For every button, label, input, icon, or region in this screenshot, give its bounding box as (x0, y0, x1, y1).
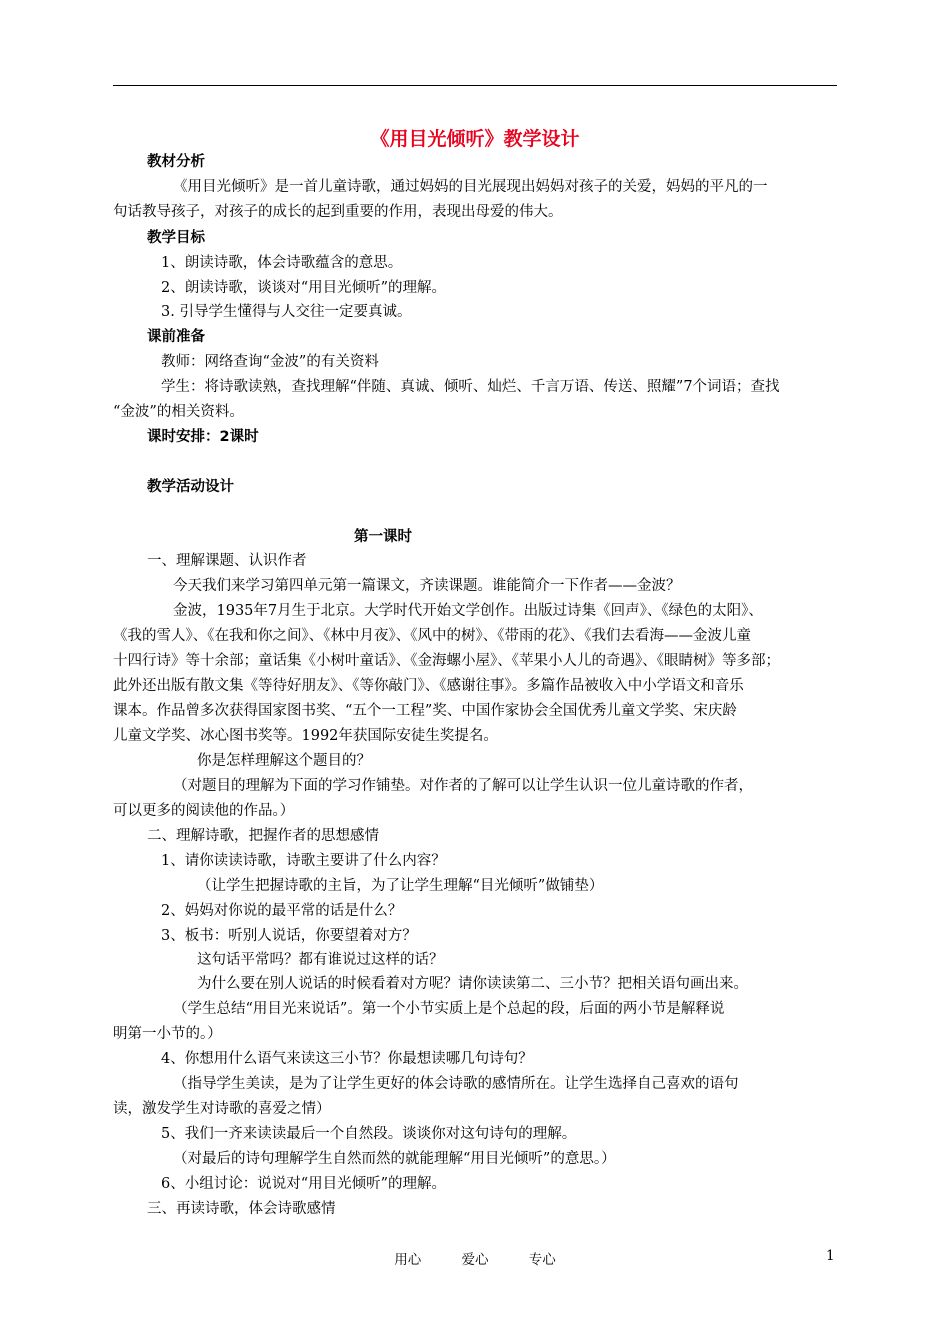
body-line: 4、你想用什么语气来读这三小节？你最想读哪几句诗句？ (161, 1051, 533, 1067)
body-line: 学生：将诗歌读熟，查找理解“伴随、真诚、倾听、灿烂、千言万语、传送、照耀”7个词语；查找 (161, 379, 780, 395)
footer-item: 用心 (394, 1252, 422, 1268)
body-line: （对最后的诗句理解学生自然而然的就能理解“用目光倾听”的意思。） (173, 1151, 616, 1167)
body-line: 3. 引导学生懂得与人交往一定要真诚。 (161, 304, 412, 320)
section-heading: 教材分析 (147, 154, 205, 170)
section-heading: 教学活动设计 (147, 479, 234, 495)
body-line: 2、朗读诗歌，谈谈对“用目光倾听”的理解。 (161, 280, 447, 296)
body-line: 1、请你读读诗歌，诗歌主要讲了什么内容？ (161, 853, 446, 869)
body-line: 《我的雪人》、《在我和你之间》、《林中月夜》、《风中的树》、《带雨的花》、《我们去看海——金波儿童 (113, 628, 751, 644)
body-line: “金波”的相关资料。 (113, 404, 244, 420)
footer-item: 专心 (528, 1252, 556, 1268)
body-line: 6、小组讨论：说说对“用目光倾听”的理解。 (161, 1176, 447, 1192)
body-line: 儿童文学奖、冰心图书奖等。1992年获国际安徒生奖提名。 (113, 728, 498, 744)
body-line: 5、我们一齐来读读最后一个自然段。谈谈你对这句诗句的理解。 (161, 1126, 577, 1142)
body-line: （学生总结“用目光来说话”。第一个小节实质上是个总起的段，后面的两小节是解释说 (173, 1001, 725, 1017)
body-line: 明第一小节的。） (113, 1026, 222, 1042)
body-line: 课本。作品曾多次获得国家图书奖、“五个一工程”奖、中国作家协会全国优秀儿童文学奖、宋庆龄 (113, 703, 737, 719)
body-line: 3、板书：听别人说话，你要望着对方？ (161, 928, 417, 944)
body-line: 此外还出版有散文集《等待好朋友》、《等你敲门》、《感谢往事》。多篇作品被收入中小学语文和音乐 (113, 678, 744, 694)
page-footer (0, 1248, 950, 1268)
body-line: （让学生把握诗歌的主旨，为了让学生理解“目光倾听”做铺垫） (197, 878, 604, 894)
body-line: 可以更多的阅读他的作品。） (113, 803, 295, 819)
body-line: 为什么要在别人说话的时候看着对方呢？请你读读第二、三小节？把相关语句画出来。 (197, 976, 748, 992)
section-heading: 课时安排：2课时 (147, 429, 259, 445)
body-line: 二、理解诗歌，把握作者的思想感情 (147, 828, 379, 844)
section-heading: 课前准备 (147, 329, 205, 345)
body-line: 《用目光倾听》是一首儿童诗歌，通过妈妈的目光展现出妈妈对孩子的关爱，妈妈的平凡的一 (173, 179, 768, 195)
lesson-heading: 第一课时 (354, 529, 412, 545)
body-line: （指导学生美读，是为了让学生更好的体会诗歌的感情所在。让学生选择自己喜欢的语句 (173, 1076, 739, 1092)
document-title: 《用目光倾听》教学设计 (370, 128, 580, 150)
body-line: 三、再读诗歌，体会诗歌感情 (147, 1201, 336, 1217)
header-rule (113, 85, 837, 86)
body-line: 一、理解课题、认识作者 (147, 553, 307, 569)
body-line: 这句话平常吗？都有谁说过这样的话？ (197, 952, 444, 968)
body-line: 2、妈妈对你说的最平常的话是什么？ (161, 903, 403, 919)
body-line: （对题目的理解为下面的学习作铺垫。对作者的了解可以让学生认识一位儿童诗歌的作者， (173, 778, 753, 794)
body-line: 1、朗读诗歌，体会诗歌蕴含的意思。 (161, 255, 403, 271)
body-line: 句话教导孩子，对孩子的成长的起到重要的作用，表现出母爱的伟大。 (113, 204, 563, 220)
section-heading: 教学目标 (147, 230, 205, 246)
footer-item: 爱心 (461, 1252, 489, 1268)
body-line: 读，激发学生对诗歌的喜爱之情） (113, 1101, 331, 1117)
body-line: 你是怎样理解这个题目的？ (197, 753, 371, 769)
body-line: 教师：网络查询“金波”的有关资料 (161, 354, 379, 370)
body-line: 今天我们来学习第四单元第一篇课文，齐读课题。谁能简介一下作者——金波？ (173, 578, 681, 594)
page-number: 1 (826, 1248, 835, 1264)
body-line: 十四行诗》等十余部；童话集《小树叶童话》、《金海螺小屋》、《苹果小人儿的奇遇》、《眼睛树》等多部； (113, 653, 780, 669)
body-line: 金波，1935年7月生于北京。大学时代开始文学创作。出版过诗集《回声》、《绿色的太阳》、 (173, 603, 763, 619)
